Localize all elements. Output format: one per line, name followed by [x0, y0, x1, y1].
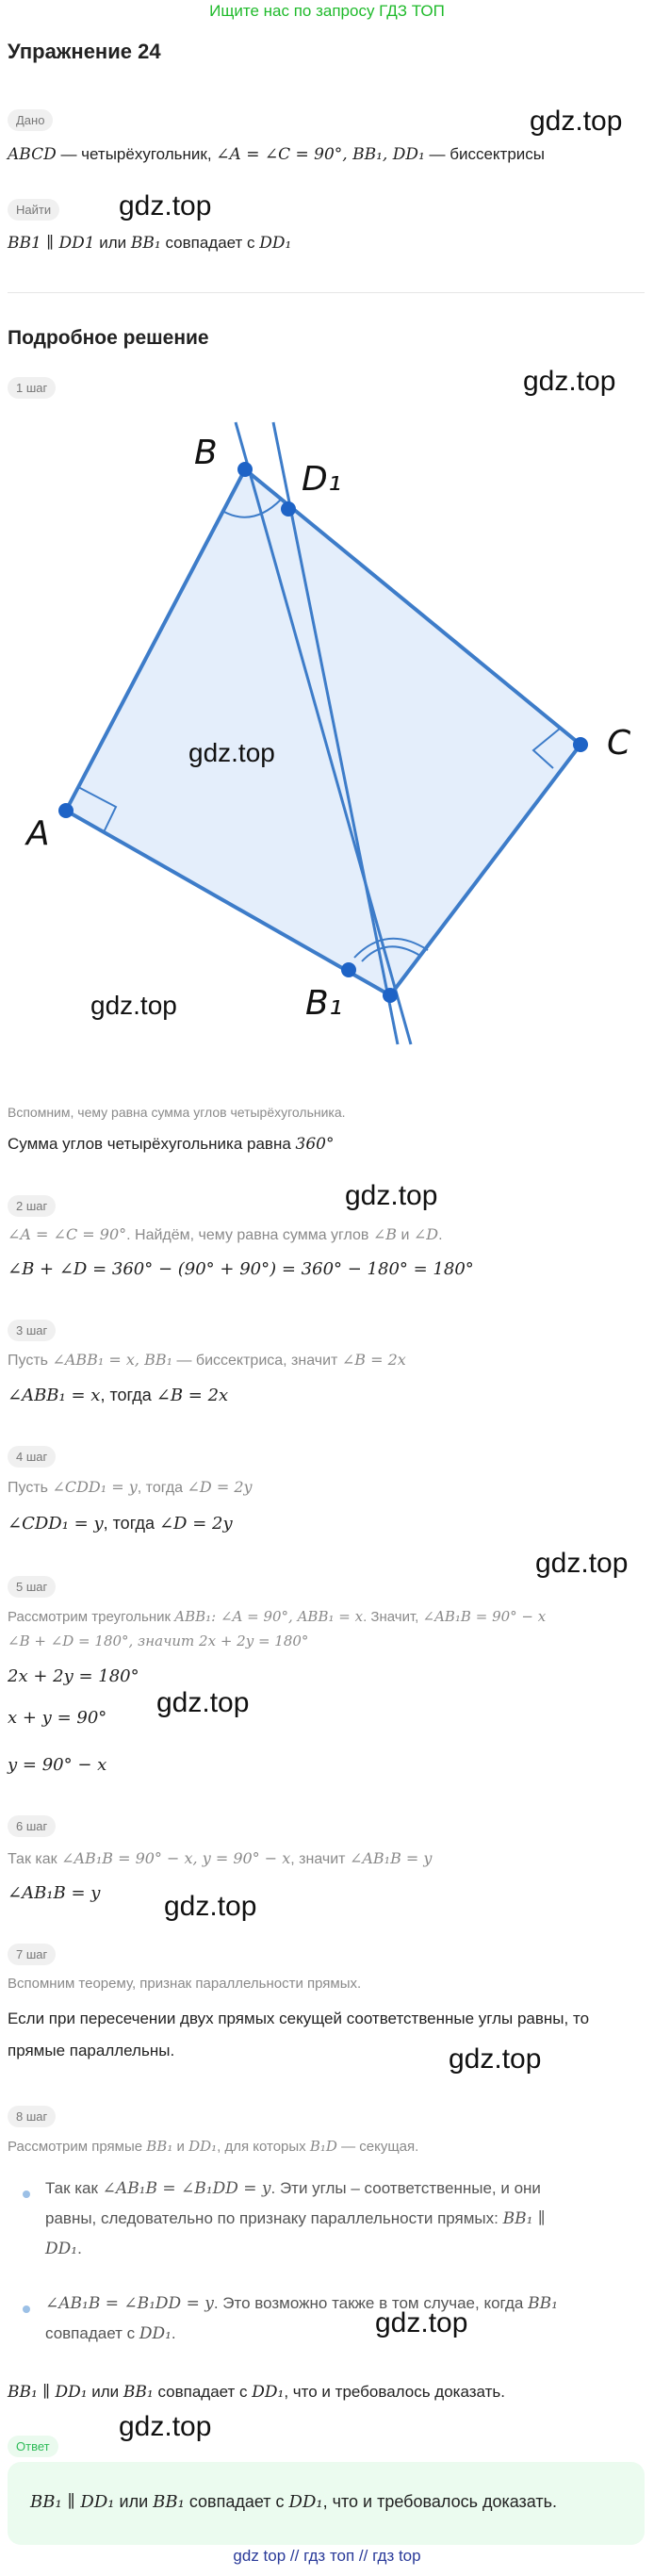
step-3-text-part: , тогда [100, 1386, 156, 1404]
bullet-math: ∠AB₁B = ∠B₁DD = y [45, 2294, 214, 2313]
given-text [8, 145, 545, 164]
step-3-hint-math: ∠B = 2x [341, 1351, 406, 1369]
step-2-hint [8, 1225, 443, 1244]
step-3-tag: 3 шаг [8, 1320, 56, 1341]
step-6-hint-math: ∠AB₁B = 90° − x, y = 90° − x [61, 1849, 291, 1867]
step-1-text-part: Сумма углов четырёхугольника равна [8, 1135, 296, 1153]
label-a: A [26, 814, 50, 853]
answer-text-part: совпадает с [184, 2492, 289, 2511]
step-1-hint: Вспомним, чему равна сумма углов четырёхугольника. [8, 1105, 346, 1120]
bullet-text-part: Так как [45, 2179, 103, 2197]
step-6-math: ∠AB₁B = y [8, 1883, 101, 1903]
find-tag: Найти [8, 199, 59, 221]
bullet-dot [23, 2190, 30, 2198]
watermark: gdz.top [375, 2307, 468, 2338]
step-3-hint-text: — биссектриса, значит [172, 1353, 342, 1369]
conclusion-math: DD₁ [252, 2383, 285, 2402]
find-math: BB1 ∥ DD1 [8, 234, 95, 253]
bullet-text-part: . [171, 2324, 176, 2342]
find-math: BB₁ [130, 234, 161, 253]
bullet-math: BB₁ [528, 2294, 558, 2313]
step-6-tag: 6 шаг [8, 1815, 56, 1837]
vertex-d1 [281, 501, 296, 517]
bullet-2-line1 [45, 2289, 639, 2319]
search-hint-link[interactable]: Ищите нас по запросу ГДЗ ТОП [209, 2, 445, 20]
step-5-hint-line2: ∠B + ∠D = 180°, значит 2x + 2y = 180° [8, 1633, 309, 1649]
step-2-hint-text: и [397, 1227, 414, 1243]
given-math: ABCD [8, 145, 57, 164]
answer-text-part: , что и требовалось доказать. [322, 2492, 558, 2511]
conclusion-math: BB₁ ∥ DD₁ [8, 2383, 88, 2402]
answer-math: BB₁ ∥ DD₁ [30, 2492, 115, 2512]
answer-math: DD₁ [288, 2492, 323, 2512]
step-1-text [8, 1135, 334, 1154]
step-7-hint: Вспомним теорему, признак параллельности прямых. [8, 1976, 362, 1992]
bullet-text-part: . Это возможно также в том случае, когда [213, 2294, 529, 2312]
step-3-math: ∠ABB₁ = x [8, 1386, 101, 1405]
label-b: B [194, 434, 218, 472]
step-2-hint-math: ∠B [372, 1225, 398, 1243]
step-8-hint-math: DD₁ [188, 2138, 218, 2155]
step-6-hint-text: Так как [8, 1851, 62, 1867]
label-d1: D₁ [302, 460, 342, 499]
footer-links[interactable]: gdz top // гдз топ // гдз top [233, 2547, 421, 2565]
step-5-eq3: y = 90° − x [8, 1755, 107, 1775]
watermark: gdz.top [119, 2411, 212, 2442]
answer-math: BB₁ [153, 2492, 185, 2512]
step-2-hint-text: . [438, 1227, 443, 1243]
watermark: gdz.top [535, 1548, 629, 1579]
answer-text [30, 2492, 557, 2512]
step-6-hint-text: , значит [290, 1851, 350, 1867]
step-7-text-line1: Если при пересечении двух прямых секущей соответственные углы равны, то [8, 2010, 590, 2027]
step-4-text [8, 1514, 233, 1534]
step-3-hint [8, 1351, 406, 1370]
vertex-d [383, 988, 398, 1003]
bullet-1-line2 [45, 2204, 639, 2234]
step-4-tag: 4 шаг [8, 1446, 56, 1468]
step-5-hint [8, 1608, 546, 1625]
conclusion-text: совпадает с [153, 2383, 253, 2401]
step-7-tag: 7 шаг [8, 1944, 56, 1965]
watermark: gdz.top [449, 2043, 542, 2075]
vertex-c [573, 737, 588, 752]
vertex-b [237, 462, 253, 477]
step-5-eq1: 2x + 2y = 180° [8, 1666, 139, 1686]
step-8-tag: 8 шаг [8, 2106, 56, 2127]
step-3-text [8, 1386, 228, 1405]
solution-title: Подробное решение [8, 327, 209, 349]
bullet-text-part: совпадает с [45, 2324, 139, 2342]
step-4-math: ∠CDD₁ = y [8, 1514, 104, 1534]
find-text-part: совпадает с [160, 234, 260, 252]
step-4-text-part: , тогда [103, 1514, 159, 1533]
watermark: gdz.top [523, 366, 616, 397]
bullet-math: DD₁ [45, 2240, 78, 2258]
step-3-hint-text: Пусть [8, 1353, 53, 1369]
step-8-hint-text: и [172, 2139, 189, 2155]
answer-text-part: или [114, 2492, 154, 2511]
step-4-math: ∠D = 2y [158, 1514, 233, 1534]
bullet-text-part: . Эти углы – соответственные, и они [270, 2179, 541, 2197]
answer-tag: Ответ [8, 2436, 58, 2457]
given-math: ∠A = ∠C = 90°, BB₁, DD₁ [216, 145, 425, 164]
step-8-hint-math: BB₁ [146, 2138, 173, 2155]
answer-box [8, 2462, 645, 2545]
bullet-math: ∠AB₁B = ∠B₁DD = y [102, 2179, 271, 2198]
step-6-hint [8, 1849, 432, 1868]
step-5-hint-math: ABB₁: ∠A = 90°, ABB₁ = x [174, 1608, 364, 1625]
watermark: gdz.top [530, 106, 623, 137]
bullet-2-line2 [45, 2319, 639, 2349]
step-2-hint-math: ∠A = ∠C = 90° [8, 1225, 127, 1243]
step-5-hint-math: ∠AB₁B = 90° − x [422, 1608, 547, 1625]
step-8-hint-math: B₁D [309, 2138, 337, 2155]
bullet-math: BB₁ ∥ [502, 2209, 546, 2228]
watermark: gdz.top [345, 1180, 438, 1211]
step-5-hint-text: Рассмотрим треугольник [8, 1609, 175, 1625]
vertex-a [58, 803, 74, 818]
bullet-text-part: равны, следовательно по признаку параллельности прямых: [45, 2209, 503, 2227]
given-text-part: — четырёхугольник, [56, 145, 217, 163]
step-4-hint-text: Пусть [8, 1480, 53, 1496]
vertex-b1 [341, 962, 356, 977]
bullet-1-line1 [45, 2174, 639, 2204]
find-text-part: или [94, 234, 131, 252]
bullet-text-part: . [77, 2240, 82, 2257]
watermark: gdz.top [188, 738, 275, 767]
step-3-hint-math: ∠ABB₁ = x, BB₁ [52, 1351, 173, 1369]
step-2-hint-text: . Найдём, чему равна сумма углов [126, 1227, 373, 1243]
step-8-bullet-2 [45, 2289, 639, 2349]
step-2-hint-math: ∠D [413, 1225, 439, 1243]
step-8-hint-text: — секущая. [336, 2139, 419, 2155]
step-6-hint-math: ∠AB₁B = y [349, 1849, 433, 1867]
step-8-hint-text: Рассмотрим прямые [8, 2139, 147, 2155]
find-math: DD₁ [259, 234, 292, 253]
step-8-hint-text: , для которых [217, 2139, 310, 2155]
step-2-tag: 2 шаг [8, 1195, 56, 1217]
given-tag: Дано [8, 109, 53, 131]
watermark: gdz.top [119, 190, 212, 222]
watermark: gdz.top [90, 991, 177, 1020]
conclusion-text: , что и требовалось доказать. [284, 2383, 505, 2401]
step-5-hint-text: . Значит, [363, 1609, 423, 1625]
step-1-math: 360° [295, 1135, 335, 1154]
conclusion-math: BB₁ [123, 2383, 154, 2402]
step-4-hint-text: , тогда [137, 1480, 188, 1496]
step-4-hint-math: ∠CDD₁ = y [52, 1478, 138, 1496]
step-8-bullet-1 [45, 2174, 639, 2264]
bullet-dot [23, 2305, 30, 2313]
step-5-tag: 5 шаг [8, 1576, 56, 1598]
exercise-title: Упражнение 24 [8, 40, 161, 63]
step-4-hint [8, 1478, 253, 1497]
label-c: C [607, 724, 631, 763]
watermark: gdz.top [156, 1687, 250, 1718]
step-3-math: ∠B = 2x [155, 1386, 229, 1405]
divider [8, 292, 645, 293]
given-text-part: — биссектрисы [424, 145, 546, 163]
step-8-hint [8, 2138, 418, 2155]
bullet-math: DD₁ [139, 2324, 172, 2343]
quadrilateral-diagram [0, 405, 654, 1046]
find-text [8, 234, 291, 253]
label-b1: B₁ [305, 984, 343, 1023]
bullet-1-line3 [45, 2234, 639, 2264]
step-2-formula: ∠B + ∠D = 360° − (90° + 90°) = 360° − 180° = 180° [8, 1259, 474, 1279]
step-1-tag: 1 шаг [8, 377, 56, 399]
watermark: gdz.top [164, 1891, 257, 1922]
step-7-text-line2: прямые параллельны. [8, 2042, 175, 2059]
step-4-hint-math: ∠D = 2y [187, 1478, 253, 1496]
step-8-conclusion [8, 2383, 505, 2402]
step-5-eq2: x + y = 90° [8, 1708, 107, 1728]
conclusion-text: или [87, 2383, 123, 2401]
